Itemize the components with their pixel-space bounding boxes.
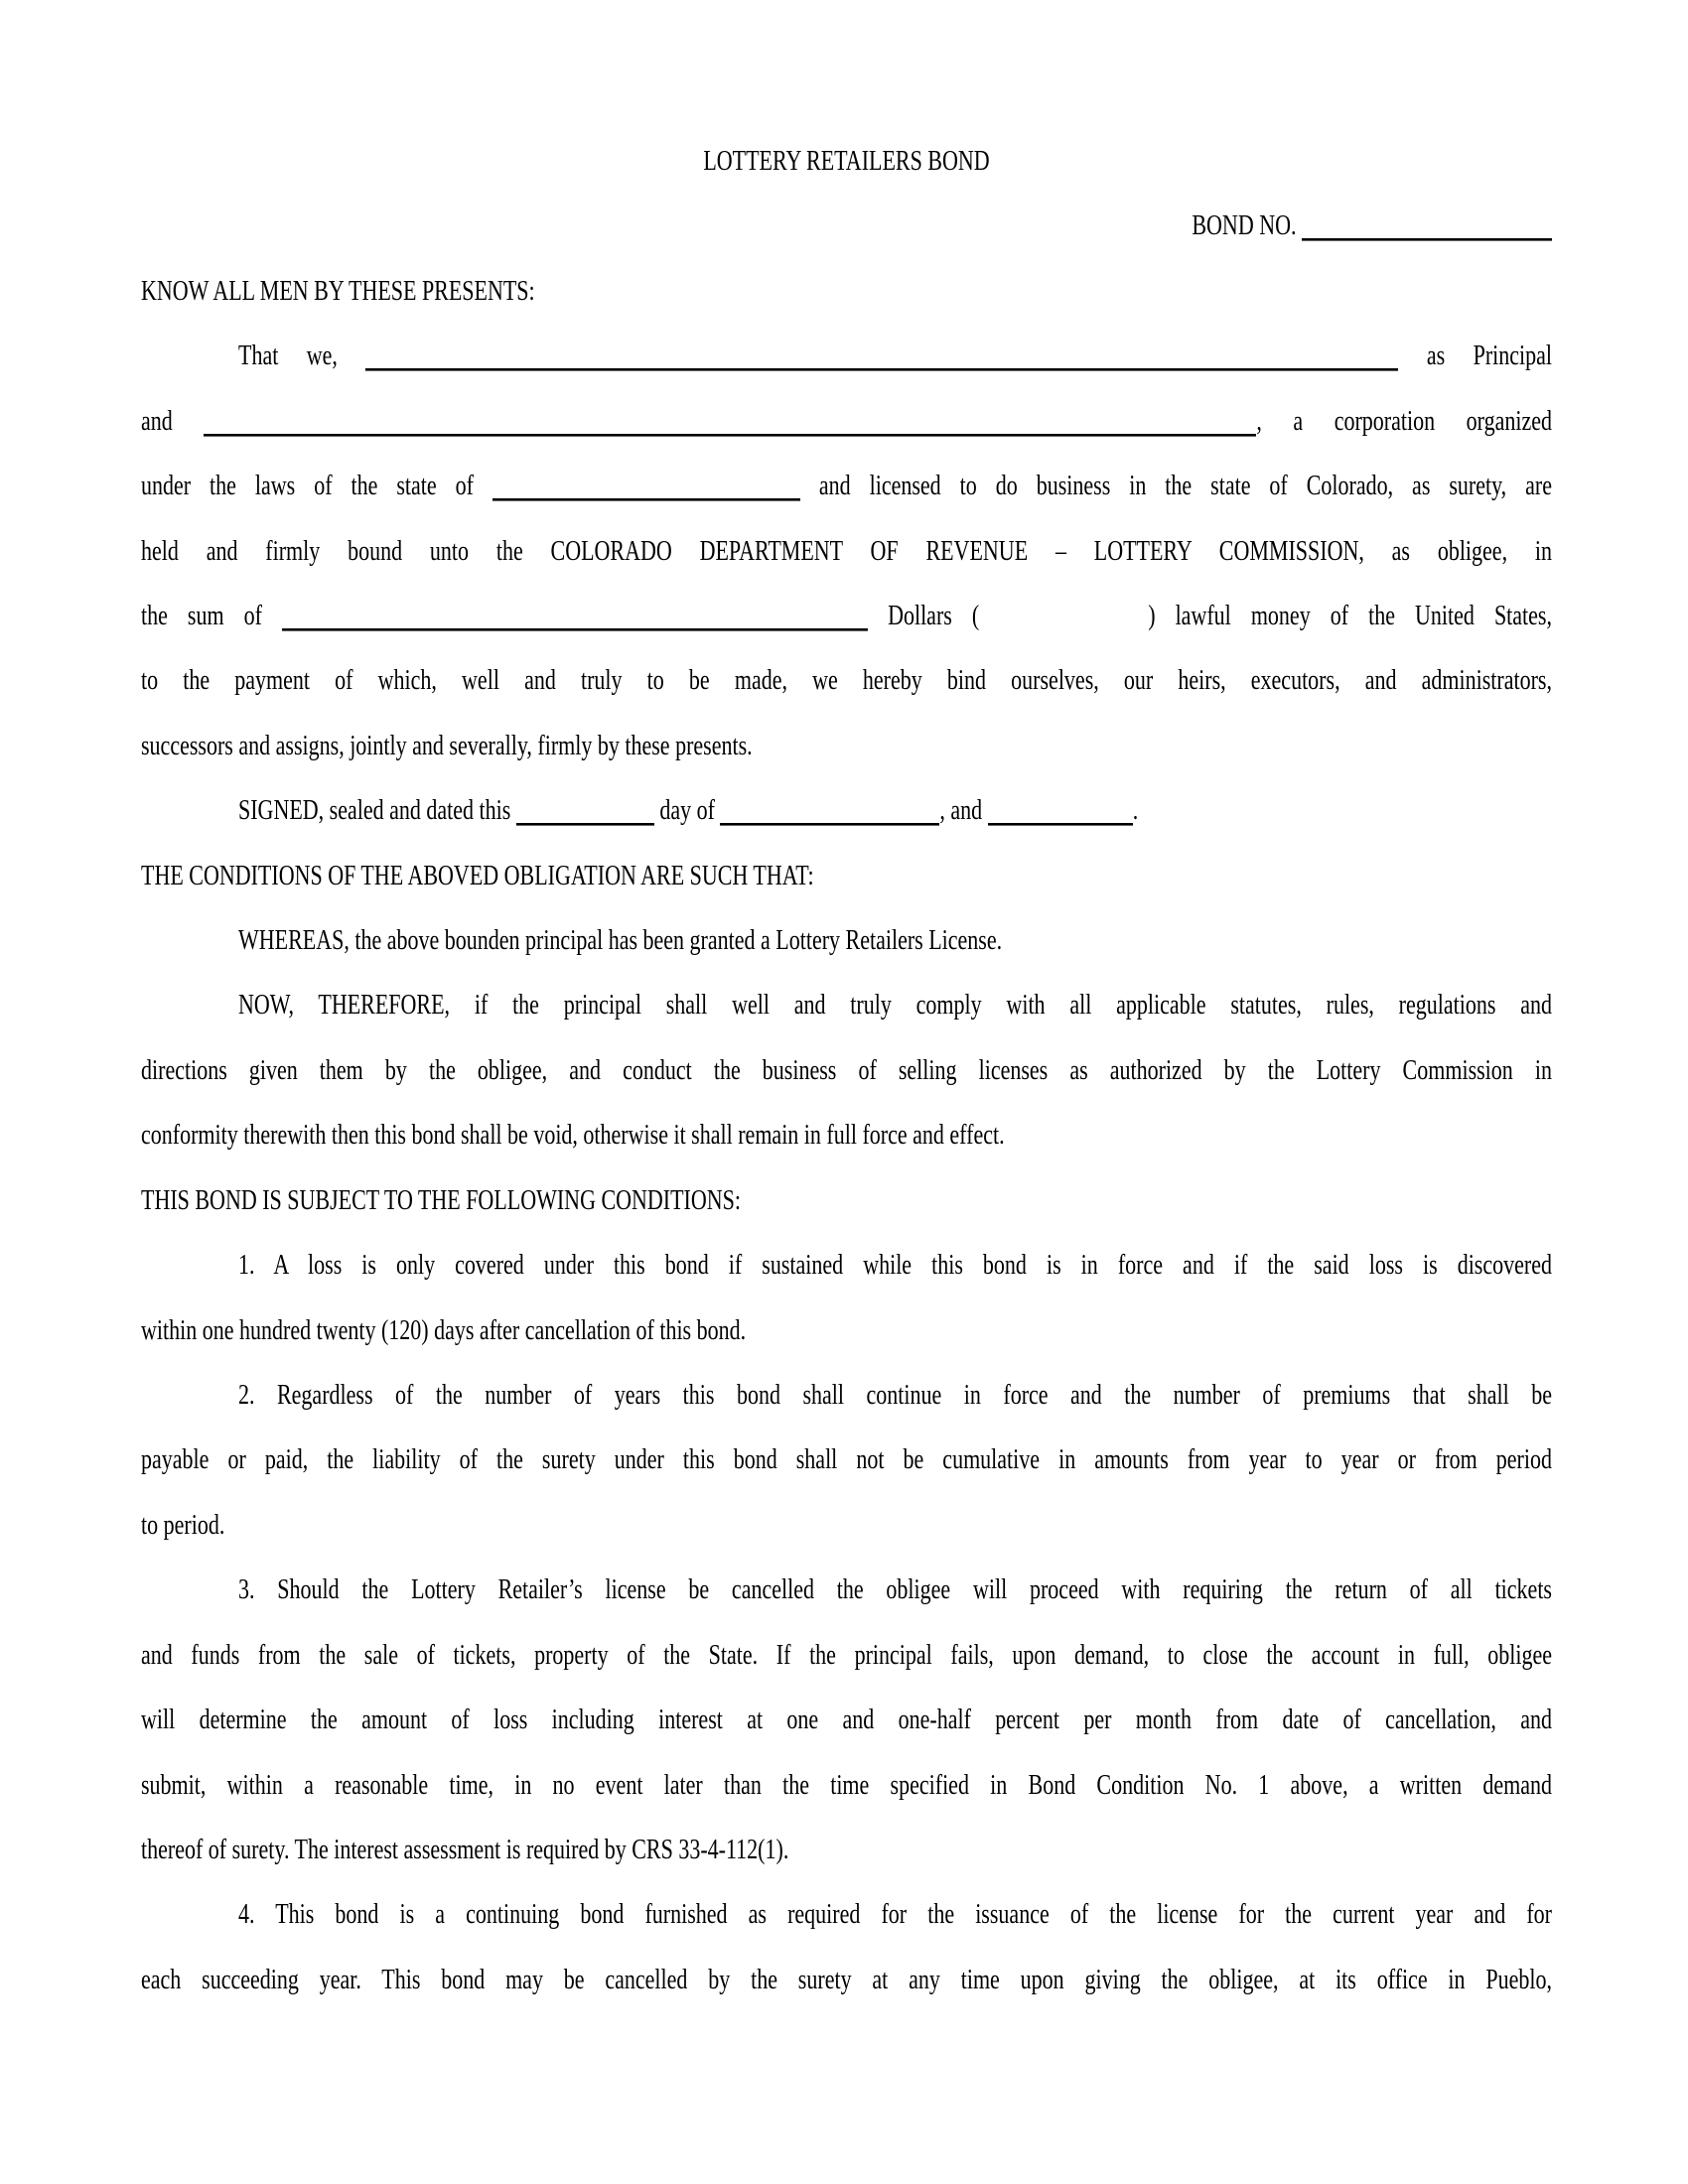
- heading-conditions: [141, 850, 1552, 901]
- line-sum: [141, 590, 1552, 641]
- line-signed-dated: [141, 784, 1552, 836]
- line-text: held and firmly bound unto the COLORADO DEPARTMENT OF REVENUE – LOTTERY COMMISSION, as obligee, in: [141, 534, 1552, 567]
- condition-3-line-5: [141, 1824, 1552, 1875]
- line-payment: [141, 654, 1552, 706]
- line-now-therefore-3: [141, 1109, 1552, 1160]
- line-now-therefore-2: [141, 1044, 1552, 1096]
- line-text: submit, within a reasonable time, in no event later than the time specified in Bond Condition No. 1 above, a written demand: [141, 1768, 1552, 1801]
- condition-3-line-2: [141, 1629, 1552, 1681]
- line-text: the sum of: [141, 599, 262, 631]
- line-text: WHEREAS, the above bounden principal has been granted a Lottery Retailers License.: [238, 923, 1003, 956]
- condition-2-line-2: [141, 1433, 1552, 1485]
- state-blank: [492, 468, 800, 501]
- line-text: SIGNED, sealed and dated this: [238, 793, 511, 826]
- line-text: payable or paid, the liability of the surety under this bond shall not be cumulative in amounts from year to year or from period: [141, 1442, 1552, 1475]
- condition-2-line-1: [141, 1369, 1552, 1421]
- line-successors: [141, 720, 1552, 771]
- line-text: That we,: [238, 339, 338, 371]
- line-text: 3. Should the Lottery Retailer’s license be cancelled the obligee will proceed with requiring the return of all tickets: [238, 1572, 1552, 1605]
- bond-number-row: [141, 200, 1552, 251]
- line-principal: [141, 330, 1552, 381]
- line-text: 2. Regardless of the number of years this bond shall continue in force and the number of premiums that shall be: [238, 1378, 1552, 1411]
- sum-words-blank: [282, 598, 868, 631]
- line-text: 4. This bond is a continuing bond furnished as required for the issuance of the license for the current year and for: [238, 1897, 1552, 1930]
- heading-text: THIS BOND IS SUBJECT TO THE FOLLOWING CONDITIONS:: [141, 1183, 742, 1216]
- title-text: LOTTERY RETAILERS BOND: [703, 144, 990, 177]
- line-text: and funds from the sale of tickets, property of the State. If the principal fails, upon demand, to close the account in full, obligee: [141, 1638, 1552, 1671]
- principal-name-blank: [365, 338, 1398, 371]
- line-text: within one hundred twenty (120) days after cancellation of this bond.: [141, 1313, 747, 1346]
- line-state-of-incorporation: [141, 460, 1552, 511]
- condition-4-line-1: [141, 1888, 1552, 1940]
- heading-text: THE CONDITIONS OF THE ABOVED OBLIGATION ARE SUCH THAT:: [141, 859, 814, 891]
- month-blank: [720, 792, 939, 826]
- line-held-and-bound: [141, 525, 1552, 577]
- line-text: day of: [659, 793, 715, 826]
- line-text: to period.: [141, 1508, 225, 1541]
- line-text: each succeeding year. This bond may be cancelled by the surety at any time upon giving the obligee, at its office in Pueblo,: [141, 1963, 1552, 1995]
- condition-3-line-3: [141, 1694, 1552, 1745]
- line-text: .: [1132, 793, 1139, 826]
- line-text: under the laws of the state of: [141, 469, 474, 501]
- line-text: and licensed to do business in the state of Colorado, as surety, are: [818, 469, 1553, 501]
- sum-figures-gap: [979, 600, 1148, 630]
- line-text: ) lawful money of the United States,: [1148, 599, 1552, 631]
- bond-number-label: BOND NO.: [1192, 208, 1297, 241]
- condition-3-line-4: [141, 1759, 1552, 1811]
- condition-1-line-2: [141, 1304, 1552, 1356]
- condition-4-line-2: [141, 1954, 1552, 2005]
- condition-1-line-1: [141, 1239, 1552, 1291]
- line-text: will determine the amount of loss including interest at one and one-half percent per month from date of cancellation, and: [141, 1703, 1552, 1735]
- line-text: 1. A loss is only covered under this bond if sustained while this bond is in force and if the said loss is discovered: [238, 1248, 1552, 1281]
- line-text: directions given them by the obligee, and conduct the business of selling licenses as authorized by the Lottery Commission in: [141, 1053, 1552, 1086]
- line-now-therefore-1: [141, 979, 1552, 1030]
- line-text: Dollars (: [888, 599, 980, 631]
- line-surety-corporation: [141, 395, 1552, 447]
- bond-number-blank: [1302, 207, 1552, 241]
- condition-3-line-1: [141, 1564, 1552, 1615]
- heading-text: KNOW ALL MEN BY THESE PRESENTS:: [141, 274, 535, 307]
- line-text: and: [141, 404, 173, 437]
- line-text: thereof of surety. The interest assessment is required by CRS 33-4-112(1).: [141, 1833, 789, 1865]
- line-text: successors and assigns, jointly and severally, firmly by these presents.: [141, 729, 753, 761]
- heading-know-all-men: [141, 265, 1552, 317]
- line-whereas: [141, 914, 1552, 966]
- year-blank: [988, 792, 1133, 826]
- line-text: conformity therewith then this bond shall be void, otherwise it shall remain in full force and effect.: [141, 1118, 1005, 1151]
- line-text: as Principal: [1426, 339, 1553, 371]
- document-title: [141, 135, 1552, 187]
- heading-subject-conditions: [141, 1174, 1552, 1226]
- line-text: NOW, THEREFORE, if the principal shall well and truly comply with all applicable statutes, rules, regulations and: [238, 988, 1552, 1021]
- condition-2-line-3: [141, 1499, 1552, 1551]
- line-text: , and: [939, 793, 983, 826]
- line-text: to the payment of which, well and truly to be made, we hereby bind ourselves, our heirs, executors, and administrators,: [141, 663, 1552, 696]
- day-blank: [516, 792, 654, 826]
- line-text: , a corporation organized: [1256, 404, 1552, 437]
- surety-name-blank: [204, 403, 1256, 437]
